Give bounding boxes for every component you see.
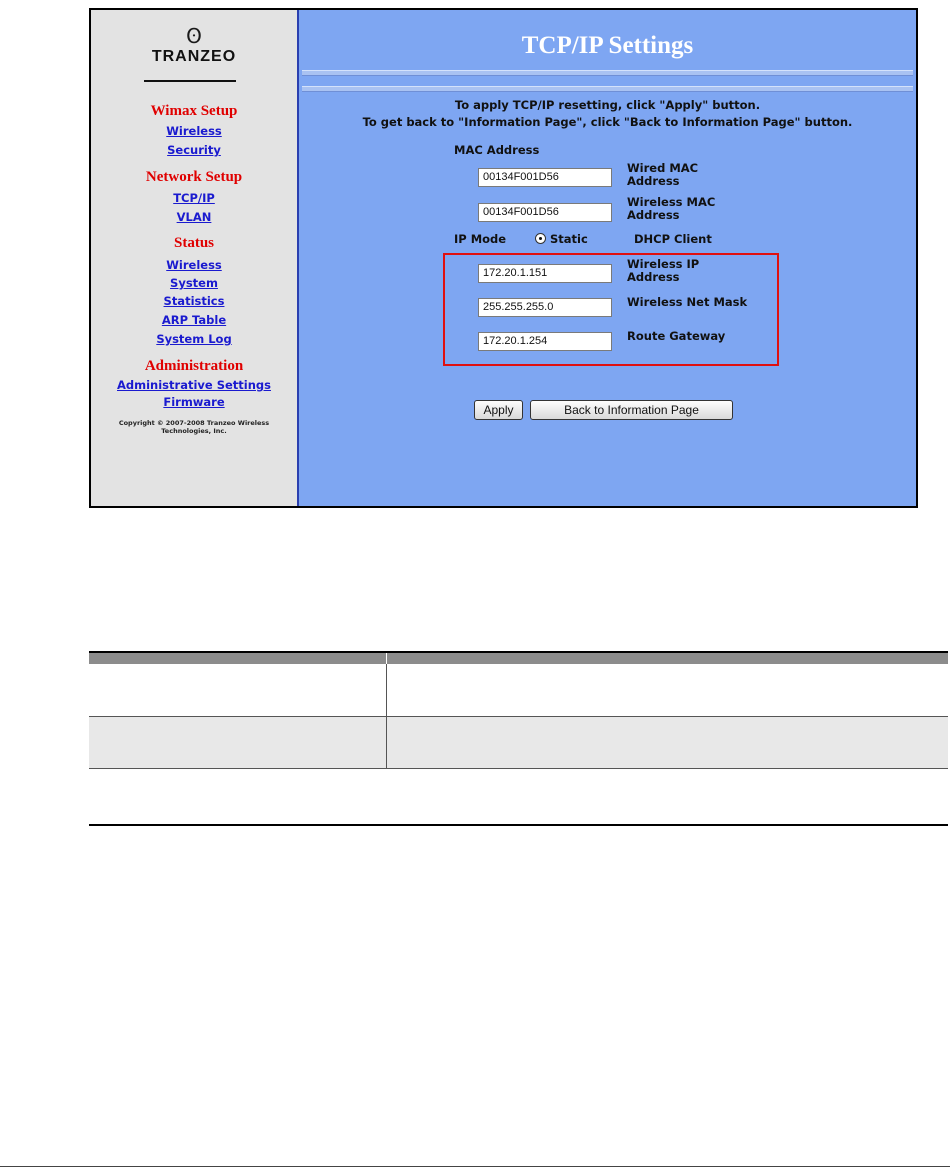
gateway-input[interactable]: 172.20.1.254 (478, 332, 612, 351)
wired-mac-label: Wired MAC Address (627, 161, 699, 188)
table-header-divider (386, 653, 387, 664)
header-divider-bottom (302, 86, 913, 92)
section-heading-wimax-setup: Wimax Setup (150, 103, 238, 119)
section-heading-status: Status (173, 235, 214, 251)
mac-address-heading: MAC Address (454, 143, 540, 157)
dhcp-client-label[interactable]: DHCP Client (634, 232, 712, 246)
ip-mode-label: IP Mode (454, 232, 507, 246)
wireless-mac-label: Wireless MAC Address (627, 195, 716, 222)
copyright-text: Copyright © 2007-2008 Tranzeo Wireless Technologies, Inc. (118, 419, 270, 435)
tcpip-settings-screenshot (89, 8, 918, 508)
nav-link-tcpip[interactable]: TCP/IP (173, 191, 215, 205)
nav-link-security[interactable]: Security (167, 143, 221, 157)
tranzeo-antenna-icon: ʘ (186, 24, 202, 48)
page-title: TCP/IP Settings (521, 32, 694, 59)
wireless-ip-label: Wireless IP Address (627, 257, 700, 284)
nav-link-firmware[interactable]: Firmware (163, 395, 225, 409)
tranzeo-logo (129, 26, 259, 72)
table-row (89, 717, 948, 769)
static-radio[interactable] (535, 233, 546, 244)
net-mask-input[interactable]: 255.255.255.0 (478, 298, 612, 317)
nav-link-administrative-settings[interactable]: Administrative Settings (117, 378, 271, 392)
nav-link-system[interactable]: System (170, 276, 218, 290)
wireless-mac-field: 00134F001D56 (478, 203, 612, 222)
column-divider (386, 717, 387, 768)
section-heading-administration: Administration (144, 358, 244, 374)
gateway-label: Route Gateway (627, 329, 726, 343)
footer-rule (0, 1166, 950, 1167)
table-bottom-border (89, 824, 948, 826)
back-to-information-page-button[interactable]: Back to Information Page (530, 400, 733, 420)
logo-divider (144, 80, 236, 82)
nav-link-wimax-wireless[interactable]: Wireless (166, 124, 222, 138)
header-divider-top (302, 70, 913, 76)
apply-button[interactable]: Apply (474, 400, 523, 420)
sidebar (91, 10, 299, 506)
brand-name: TRANZEO (151, 48, 237, 65)
table-row (89, 664, 948, 717)
main-panel (299, 10, 916, 506)
nav-link-status-wireless[interactable]: Wireless (166, 258, 222, 272)
nav-link-vlan[interactable]: VLAN (176, 210, 212, 224)
column-divider (386, 664, 387, 716)
instruction-back: To get back to "Information Page", click "Back to Information Page" button. (362, 115, 853, 129)
net-mask-label: Wireless Net Mask (627, 295, 748, 309)
static-radio-label: Static (550, 232, 588, 246)
wireless-ip-input[interactable]: 172.20.1.151 (478, 264, 612, 283)
section-heading-network-setup: Network Setup (145, 169, 243, 185)
instruction-apply: To apply TCP/IP resetting, click "Apply" button. (454, 98, 761, 112)
nav-link-system-log[interactable]: System Log (156, 332, 232, 346)
nav-link-arp-table[interactable]: ARP Table (161, 313, 227, 327)
table-header-row (89, 651, 948, 664)
wired-mac-field: 00134F001D56 (478, 168, 612, 187)
nav-link-statistics[interactable]: Statistics (163, 294, 225, 308)
